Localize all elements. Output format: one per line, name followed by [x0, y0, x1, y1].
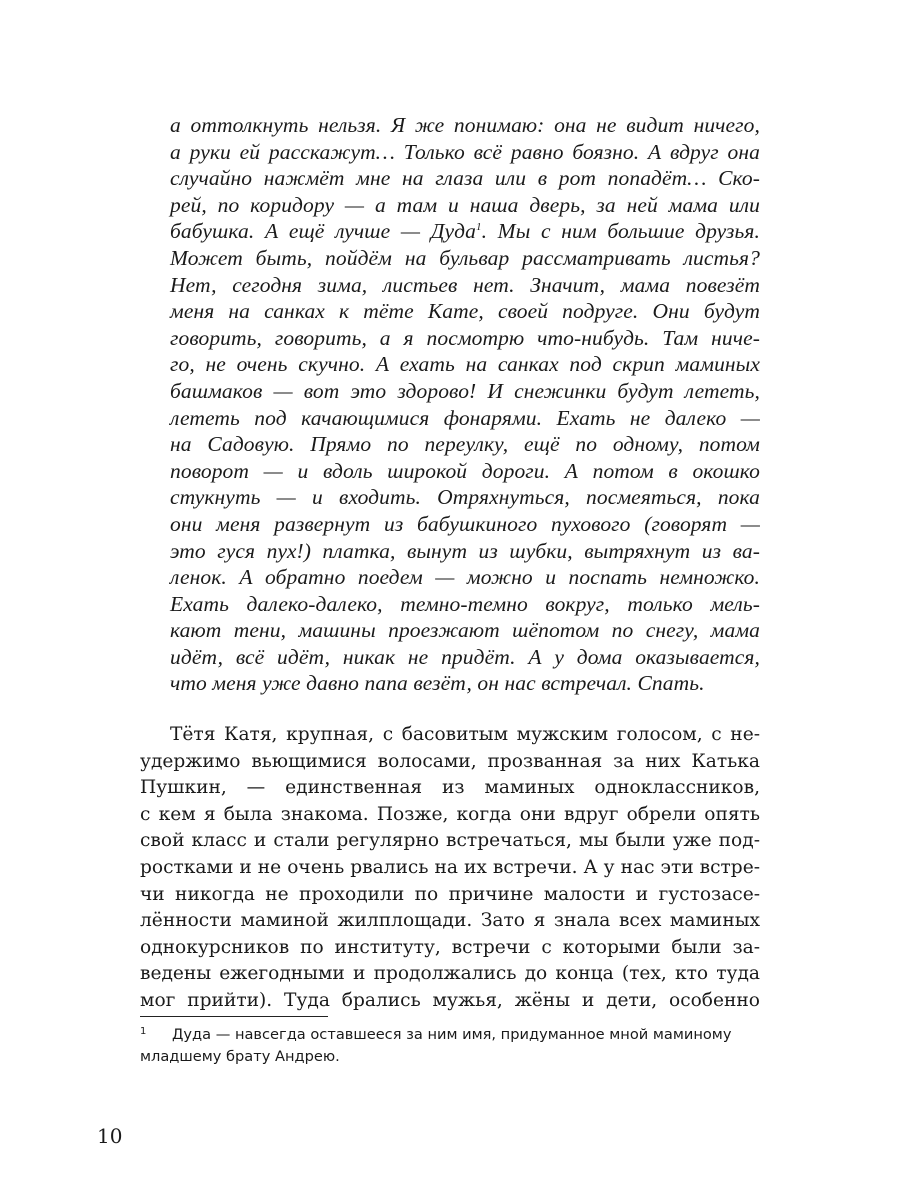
footnote-number: 1	[140, 1026, 147, 1037]
text-line: а руки ей расскажут… Только всё равно боязно. А вдруг она	[170, 139, 760, 164]
text-line: удержимо вьющимися волосами, прозванная за них Катька	[140, 750, 760, 772]
text-line: Тётя Катя, крупная, с басовитым мужским голосом, с не-	[170, 724, 760, 745]
text-line: Пушкин, — единственная из маминых одноклассников,	[140, 777, 760, 799]
text-line: стукнуть — и входить. Отряхнуться, посмеяться, пока	[170, 485, 760, 510]
footnote-divider	[140, 1016, 328, 1017]
page-number: 10	[97, 1124, 123, 1148]
text-line: лённости маминой жилплощади. Зато я знала всех маминых	[140, 910, 760, 932]
text-line: поворот — и вдоль широкой дороги. А потом в окошко	[170, 458, 760, 483]
text-line: ведены ежегодными и продолжались до конца (тех, кто туда	[140, 963, 760, 985]
text-line: свой класс и стали регулярно встречаться, мы были уже под-	[140, 830, 760, 852]
text-line: чи никогда не проходили по причине малости и густозасе-	[140, 883, 760, 905]
text-line: ростками и не очень рвались на их встречи. А у нас эти встре-	[140, 856, 760, 878]
text-line: кают тени, машины проезжают шёпотом по снегу, мама	[170, 618, 760, 643]
text-line: а оттолкнуть нельзя. Я же понимаю: она не видит ничего,	[170, 113, 760, 137]
text-line: с кем я была знакома. Позже, когда они вдруг обрели опять	[140, 803, 760, 825]
text-line: это гуся пух!) платка, вынут из шубки, вытряхнут из ва-	[170, 538, 760, 563]
footnote	[140, 1024, 760, 1068]
text-line: случайно нажмёт мне на глаза или в рот попадёт… Ско-	[170, 166, 760, 191]
text-line: говорить, говорить, а я посмотрю что-нибудь. Там ниче-	[170, 325, 760, 350]
text-fragment: . Мы с ним большие друзья.	[481, 219, 760, 244]
text-line: на Садовую. Прямо по переулку, ещё по одному, потом	[170, 432, 760, 457]
body-paragraph	[140, 722, 760, 1015]
footnote-line	[140, 1024, 760, 1046]
text-line: Может быть, пойдём на бульвар рассматривать листья?	[170, 245, 760, 270]
text-line: лететь под качающимися фонарями. Ехать не далеко —	[170, 405, 760, 430]
italic-paragraph	[170, 112, 760, 697]
text-line: они меня развернут из бабушкиного пухового (говорят —	[170, 511, 760, 536]
text-line: Нет, сегодня зима, листьев нет. Значит, мама повезёт	[170, 272, 760, 297]
text-line: идёт, всё идёт, никак не придёт. А у дома оказывается,	[170, 644, 760, 669]
text-line: мог прийти). Туда брались мужья, жёны и дети, особенно	[140, 989, 760, 1011]
text-line: что меня уже давно папа везёт, он нас встречал. Спать.	[170, 671, 705, 696]
text-line: однокурсников по институту, встречи с которыми были за-	[140, 936, 760, 958]
footnote-marker: 1	[475, 221, 482, 234]
text-line: го, не очень скучно. А ехать на санках под скрип маминых	[170, 352, 760, 377]
footnote-text: Дуда — навсегда оставшееся за ним имя, придуманное мной маминому	[172, 1026, 732, 1043]
text-line: меня на санках к тёте Кате, своей подруге. Они будут	[170, 299, 760, 324]
text-line: башмаков — вот это здорово! И снежинки будут лететь,	[170, 378, 760, 403]
text-line: Ехать далеко-далеко, темно-темно вокруг, только мель-	[170, 591, 760, 616]
text-line-with-footnote	[170, 218, 760, 245]
text-line: рей, по коридору — а там и наша дверь, за ней мама или	[170, 192, 760, 217]
text-fragment: бабушка. А ещё лучше — Дуда	[170, 219, 476, 244]
footnote-line: младшему брату Андрею.	[140, 1048, 340, 1065]
text-line: ленок. А обратно поедем — можно и поспать немножко.	[170, 565, 760, 590]
